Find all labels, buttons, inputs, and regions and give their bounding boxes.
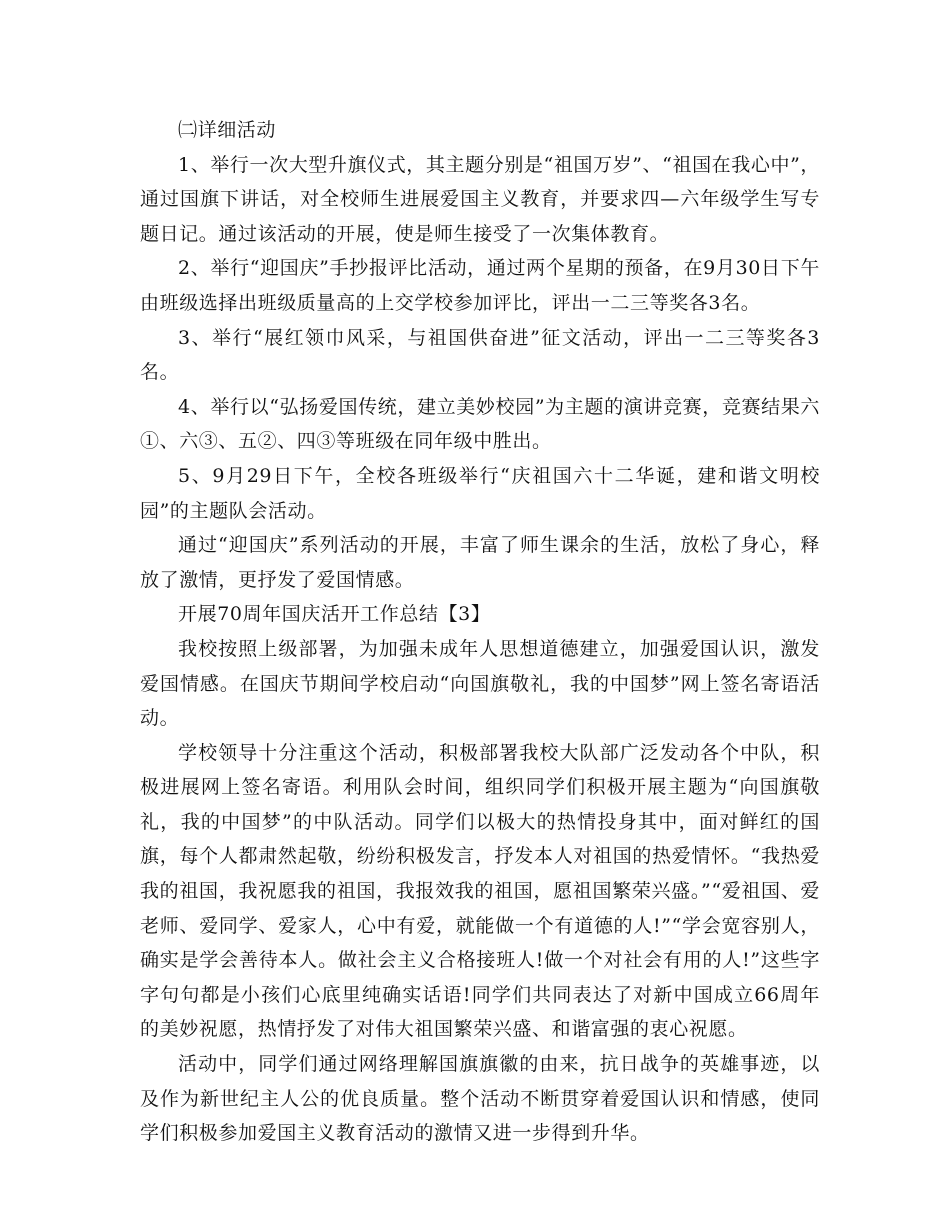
section-heading-detailed-activities: ㈡详细活动 bbox=[178, 119, 277, 141]
paragraph-activity-summary: 通过“迎国庆”系列活动的开展，丰富了师生课余的生活，放松了身心，释放了激情，更抒发了爱国情感。 bbox=[140, 534, 820, 591]
paragraph-speech-contest: 4、举行以“弘扬爱国传统，建立美妙校园”为主题的演讲竞赛，竞赛结果六①、六③、五②、四③等班级在同年级中胜出。 bbox=[140, 395, 820, 453]
paragraph-activity-outcome: 活动中，同学们通过网络理解国旗旗徽的由来，抗日战争的英雄事迹，以及作为新世纪主人公的优良质量。整个活动不断贯穿着爱国认识和情感，使同学们积极参加爱国主义教育活动的激情又进一步得到升华。 bbox=[140, 1053, 820, 1145]
paragraph-essay-contest: 3、举行“展红领巾风采，与祖国供奋进”征文活动，评出一二三等奖各3名。 bbox=[140, 326, 820, 384]
document-body bbox=[140, 113, 820, 1151]
section-heading-summary-3: 开展70周年国庆活开工作总结【3】 bbox=[178, 603, 491, 626]
paragraph-class-meeting: 5、9月29日下午，全校各班级举行“庆祖国六十二华诞，建和谐文明校园”的主题队会活动。 bbox=[140, 464, 820, 522]
paragraph-school-deployment: 我校按照上级部署，为加强未成年人思想道德建立，加强爱国认识，激发爱国情感。在国庆节期间学校启动“向国旗敬礼，我的中国梦”网上签名寄语活动。 bbox=[140, 637, 820, 730]
paragraph-leadership-activity: 学校领导十分注重这个活动，积极部署我校大队部广泛发动各个中队，积极进展网上签名寄语。利用队会时间，组织同学们积极开展主题为“向国旗敬礼，我的中国梦”的中队活动。同学们以极大的热情投身其中，面对鲜红的国旗，每个人都肃然起敬，纷纷积极发言，抒发本人对祖国的热爱情怀。“我热爱我的祖国，我祝愿我的祖国，我报效我的祖国，愿祖国繁荣兴盛。”“爱祖国、爱老师、爱同学、爱家人，心中有爱，就能做一个有道德的人!”“学会宽容别人，确实是学会善待本人。做社会主义合格接班人!做一个对社会有用的人!”这些字字句句都是小孩们心底里纯确实话语!同学们共同表达了对新中国成立66周年的美妙祝愿，热情抒发了对伟大祖国繁荣兴盛、和谐富强的衷心祝愿。 bbox=[140, 741, 820, 1041]
paragraph-flag-raising: 1、举行一次大型升旗仪式，其主题分别是“祖国万岁”、“祖国在我心中”，通过国旗下讲话，对全校师生进展爱国主义教育，并要求四—六年级学生写专题日记。通过该活动的开展，使是师生接受了一次集体教育。 bbox=[140, 153, 820, 245]
paragraph-handwritten-newspaper: 2、举行“迎国庆”手抄报评比活动，通过两个星期的预备，在9月30日下午由班级选择出班级质量高的上交学校参加评比，评出一二三等奖各3名。 bbox=[140, 257, 820, 314]
